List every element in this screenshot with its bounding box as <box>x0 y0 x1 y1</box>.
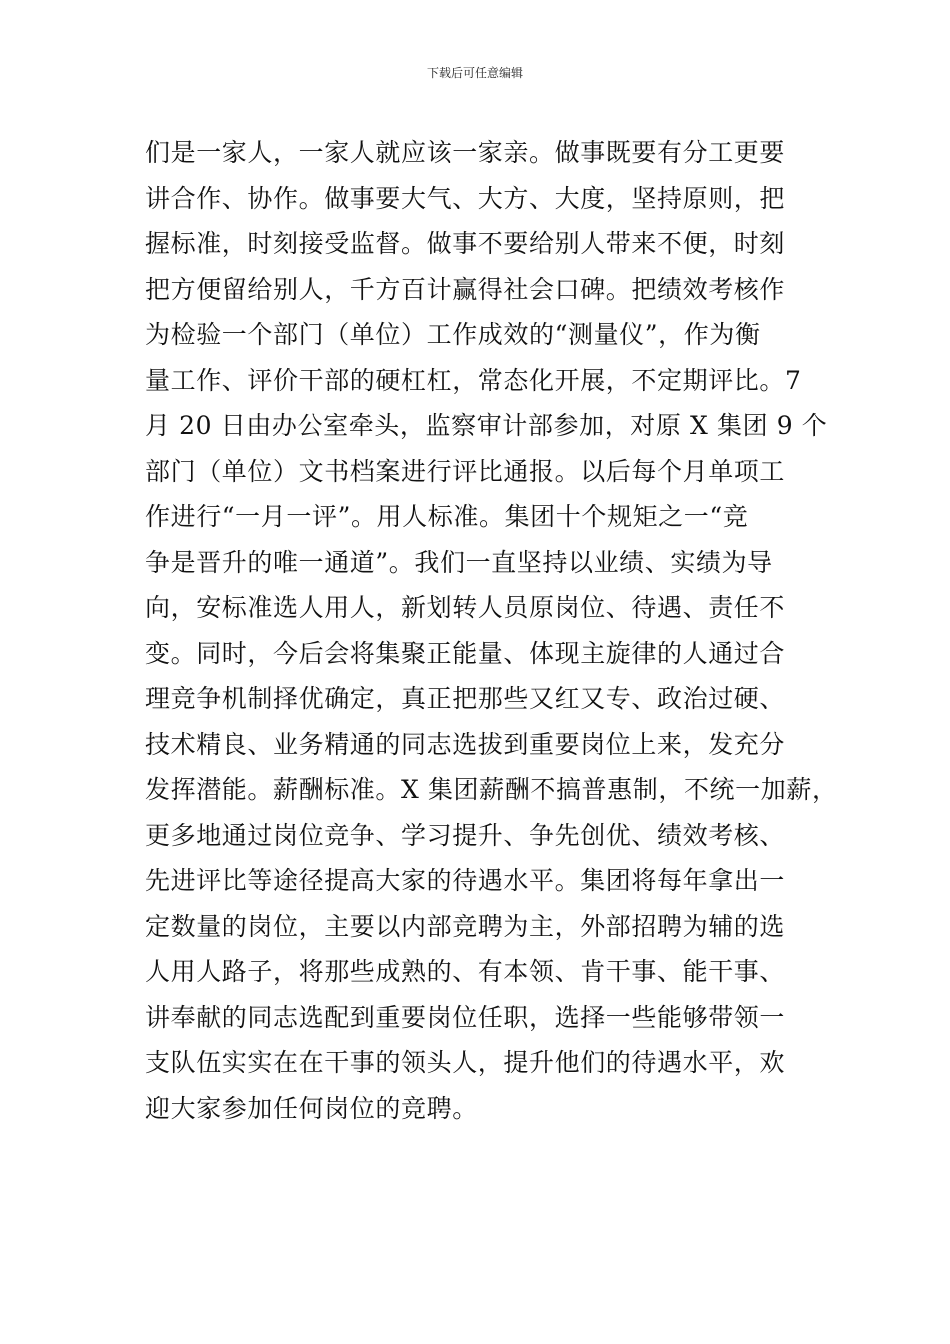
text-line: 讲合作、协作。做事要大气、大方、大度，坚持原则，把 <box>145 183 786 213</box>
text-line: 技术精良、业务精通的同志选拔到重要岗位上来，发充分 <box>145 729 786 759</box>
text-line: 为检验一个部门（单位）工作成效的“测量仪”，作为衡 <box>145 320 761 349</box>
text-line: 向，安标准选人用人，新划转人员原岗位、待遇、责任不 <box>145 593 786 622</box>
text-line: 们是一家人，一家人就应该一家亲。做事既要有分工更要 <box>145 138 786 167</box>
text-line: 更多地通过岗位竞争、学习提升、争先创优、绩效考核、 <box>145 820 786 850</box>
text-line: 变。同时，今后会将集聚正能量、体现主旋律的人通过合 <box>145 638 786 668</box>
text-line: 争是晋升的唯一通道”。我们一直坚持以业绩、实绩为导 <box>145 547 773 577</box>
text-line: 握标准，时刻接受监督。做事不要给别人带来不便，时刻 <box>145 229 786 258</box>
text-line: 作进行“一月一评”。用人标准。集团十个规矩之一“竞 <box>145 502 749 531</box>
text-line: 量工作、评价干部的硬杠杠，常态化开展，不定期评比。7 <box>145 365 802 395</box>
text-line: 迎大家参加任何岗位的竞聘。 <box>145 1093 478 1123</box>
page-header: 下载后可任意编辑 <box>426 66 523 80</box>
text-line: 讲奉献的同志选配到重要岗位任职，选择一些能够带领一 <box>145 1002 786 1032</box>
text-line: 把方便留给别人，千方百计赢得社会口碑。把绩效考核作 <box>145 274 786 304</box>
body-paragraph <box>145 130 838 1131</box>
text-line: 人用人路子，将那些成熟的、有本领、肯干事、能干事、 <box>145 957 786 986</box>
text-line: 部门（单位）文书档案进行评比通报。以后每个月单项工 <box>145 456 786 486</box>
text-line: 支队伍实实在在干事的领头人，提升他们的待遇水平，欢 <box>145 1048 786 1077</box>
text-line: 定数量的岗位，主要以内部竞聘为主，外部招聘为辅的选 <box>145 911 786 941</box>
text-line: 理竞争机制择优确定，真正把那些又红又专、政治过硬、 <box>145 684 786 713</box>
text-line: 先进评比等途径提高大家的待遇水平。集团将每年拿出一 <box>145 866 786 895</box>
text-line: 月 20 日由办公室牵头，监察审计部参加，对原 X 集团 9 个 <box>145 411 828 440</box>
text-line: 发挥潜能。薪酬标准。X 集团薪酬不搞普惠制，不统一加薪， <box>145 775 838 804</box>
